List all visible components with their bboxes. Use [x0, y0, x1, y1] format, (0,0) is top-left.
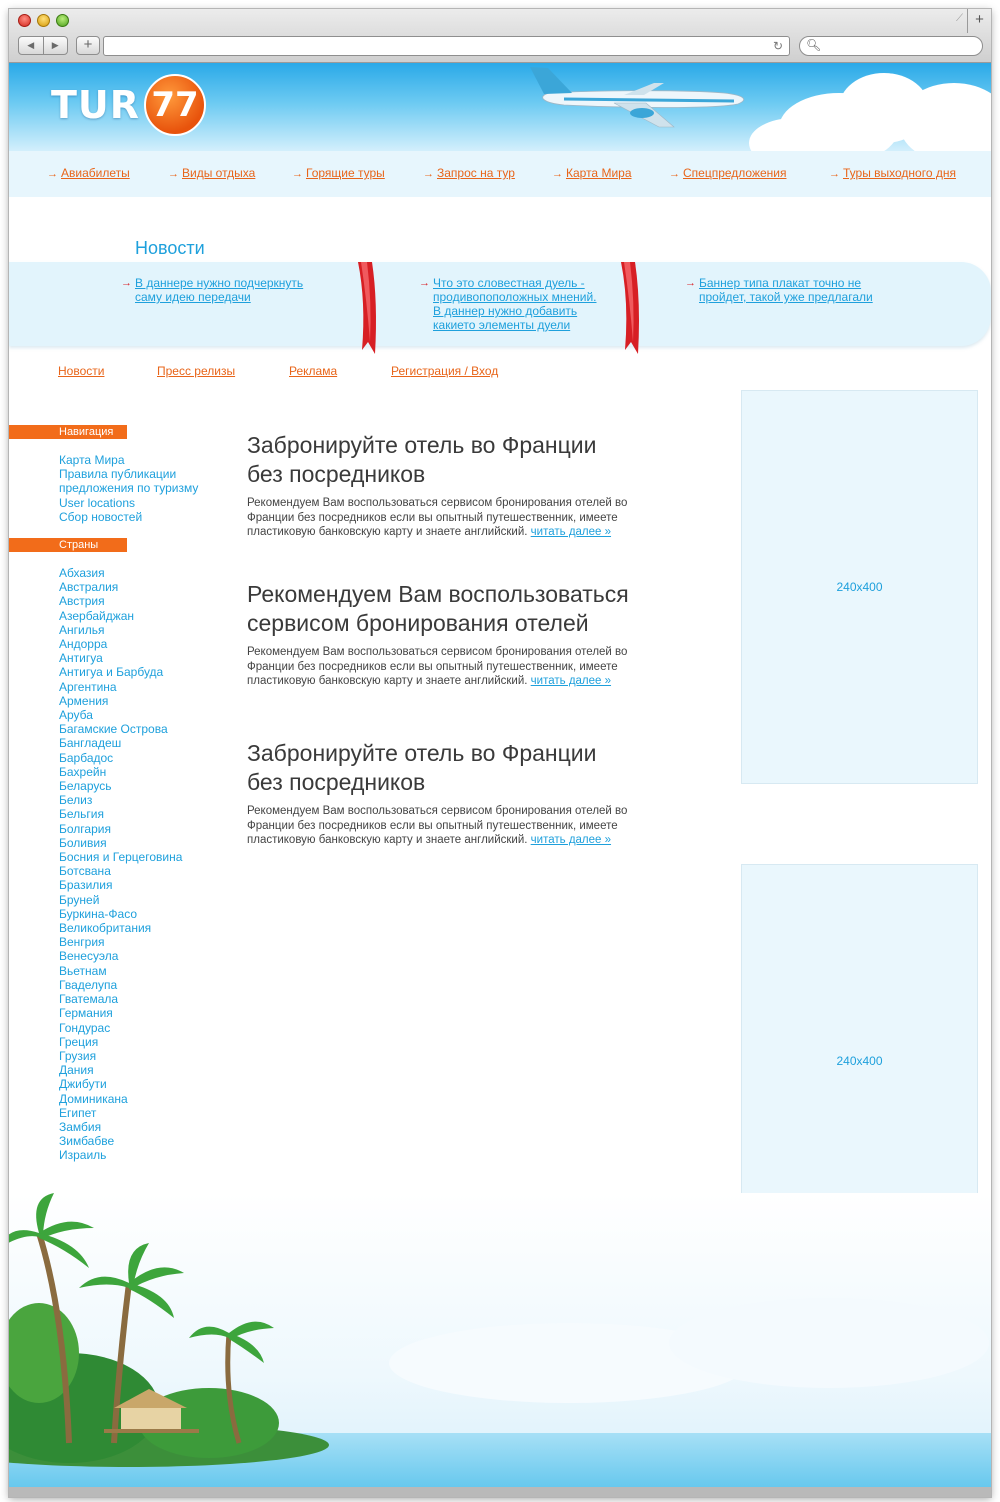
nav-item-hot-tours[interactable]: → Горящие туры: [292, 166, 385, 180]
ad-banner-placeholder[interactable]: [741, 390, 978, 784]
ribbon-divider: [621, 262, 641, 354]
zoom-window-icon[interactable]: [56, 14, 69, 27]
history-buttons: [18, 36, 68, 55]
browser-toolbar: [9, 9, 991, 63]
country-link[interactable]: Азербайджан: [59, 608, 135, 623]
country-link[interactable]: Антигуа и Барбуда: [59, 665, 164, 680]
subnav-advertising[interactable]: Реклама: [289, 364, 338, 378]
close-window-icon[interactable]: [18, 14, 31, 27]
news-item[interactable]: → Что это словестная дуель - продивопоположных мнений. В даннер нужно добавить какието элементы дуели: [419, 276, 597, 332]
arrow-icon: →: [685, 277, 696, 289]
countries-heading: Страны: [9, 538, 127, 552]
article-body: Рекомендуем Вам воспользоваться сервисом бронирования отелей во Франции без посредников если вы опытный путешественник, имеете пластиковую банковскую карту и знаете английский. читать далее »: [247, 805, 628, 846]
reload-icon[interactable]: ↻: [772, 39, 783, 53]
arrow-icon: →: [669, 168, 680, 180]
navigation-heading: Навигация: [9, 425, 127, 439]
country-link[interactable]: Бруней: [59, 892, 100, 907]
sidebar-nav-link[interactable]: предложения по туризму: [59, 481, 199, 496]
new-tab-button[interactable]: +: [967, 9, 991, 33]
country-link[interactable]: Замбия: [59, 1119, 102, 1134]
web-page: [9, 63, 991, 1497]
country-link[interactable]: Боливия: [59, 835, 107, 850]
country-link[interactable]: Доминикана: [59, 1091, 128, 1106]
country-link[interactable]: Австрия: [59, 594, 105, 609]
nav-item-weekend-tours[interactable]: → Туры выходного дня: [829, 166, 956, 180]
nav-item-special-offers[interactable]: → Спецпредложения: [669, 166, 787, 180]
arrow-icon: →: [423, 168, 434, 180]
country-link[interactable]: Вьетнам: [59, 963, 107, 978]
country-link[interactable]: Дания: [59, 1063, 94, 1078]
nav-item-avia[interactable]: → Авиабилеты: [47, 166, 130, 180]
add-bookmark-button[interactable]: +: [76, 36, 100, 55]
article-title[interactable]: Забронируйте отель во Франции без посредников: [247, 432, 597, 487]
news-title: Новости: [135, 238, 205, 258]
airplane-illustration: [524, 65, 749, 135]
arrow-icon: →: [829, 168, 840, 180]
country-link[interactable]: Венгрия: [59, 935, 105, 950]
article-body: Рекомендуем Вам воспользоваться сервисом бронирования отелей во Франции без посредников если вы опытный путешественник, имеете пластиковую банковскую карту и знаете английский. читать далее »: [247, 646, 628, 687]
article-title[interactable]: Забронируйте отель во Франции без посредников: [247, 740, 597, 795]
nav-item-world-map[interactable]: → Карта Мира: [552, 166, 632, 180]
country-link[interactable]: Греция: [59, 1034, 99, 1049]
browser-window: [9, 9, 991, 1497]
arrow-icon: →: [552, 168, 563, 180]
logo-text: TUR: [51, 83, 141, 127]
country-link[interactable]: Ангилья: [59, 622, 105, 637]
arrow-icon: →: [121, 277, 132, 289]
read-more-link[interactable]: читать далее »: [530, 526, 612, 538]
news-item[interactable]: → Баннер типа плакат точно не пройдет, такой уже предлагали: [685, 276, 873, 304]
logo-number: 77: [144, 74, 206, 136]
country-link[interactable]: Гондурас: [59, 1020, 111, 1035]
sidebar-nav-link[interactable]: Карта Мира: [59, 453, 125, 467]
news-item[interactable]: → В даннере нужно подчеркнуть саму идею передачи: [121, 276, 304, 304]
subnav-register-login[interactable]: Регистрация / Вход: [391, 364, 499, 378]
country-link[interactable]: Аруба: [59, 708, 93, 723]
site-header: [9, 63, 991, 151]
subnav-news[interactable]: Новости: [58, 364, 105, 378]
country-link[interactable]: Белиз: [59, 793, 93, 808]
country-link[interactable]: Багамские Острова: [59, 722, 168, 737]
country-link[interactable]: Бельгия: [59, 807, 104, 822]
countries-list: [59, 566, 182, 1163]
arrow-icon: →: [168, 168, 179, 180]
search-icon: 🔍︎: [806, 38, 822, 52]
country-link[interactable]: Абхазия: [59, 566, 105, 580]
country-link[interactable]: Армения: [59, 693, 109, 708]
subnav-press-releases[interactable]: Пресс релизы: [157, 364, 236, 378]
sidebar-nav-link[interactable]: Сбор новостей: [59, 509, 143, 524]
ribbon-divider: [358, 262, 378, 354]
forward-arrow-icon[interactable]: ▶: [43, 37, 68, 54]
article-title[interactable]: Рекомендуем Вам воспользоваться сервисом бронирования отелей: [247, 581, 629, 636]
ad-size-label: 240x400: [836, 580, 883, 594]
sidebar-nav-link[interactable]: User locations: [59, 495, 136, 510]
resize-grip-icon[interactable]: ⟋: [956, 13, 963, 24]
article-card: [247, 580, 677, 689]
nav-item-tour-request[interactable]: → Запрос на тур: [423, 166, 515, 180]
country-link[interactable]: Аргентина: [59, 679, 117, 694]
article-card: [247, 739, 677, 848]
back-arrow-icon[interactable]: ◀: [27, 40, 35, 50]
site-logo[interactable]: [51, 74, 206, 136]
country-link[interactable]: Бахрейн: [59, 764, 107, 779]
read-more-link[interactable]: читать далее »: [530, 834, 612, 846]
nav-item-rest-types[interactable]: → Виды отдыха: [168, 166, 256, 180]
country-link[interactable]: Ботсвана: [59, 864, 111, 879]
address-bar[interactable]: [103, 36, 790, 56]
country-link[interactable]: Бангладеш: [59, 736, 122, 751]
country-link[interactable]: Зимбабве: [59, 1134, 115, 1149]
read-more-link[interactable]: читать далее »: [530, 675, 612, 687]
country-link[interactable]: Великобритания: [59, 921, 152, 936]
country-link[interactable]: Грузия: [59, 1048, 97, 1063]
country-link[interactable]: Барбадос: [59, 750, 114, 765]
country-link[interactable]: Андорра: [59, 637, 108, 652]
ad-size-label: 240x400: [836, 1054, 883, 1068]
article-card: [247, 431, 677, 540]
search-input[interactable]: [799, 36, 983, 56]
navigation-list: [59, 453, 198, 524]
country-link[interactable]: Болгария: [59, 821, 111, 836]
country-link[interactable]: Германия: [59, 1006, 113, 1021]
country-link[interactable]: Венесуэла: [59, 949, 119, 964]
arrow-icon: →: [419, 277, 430, 289]
country-link[interactable]: Гватемала: [59, 992, 119, 1007]
country-link[interactable]: Австралия: [59, 580, 119, 595]
country-link[interactable]: Беларусь: [59, 779, 112, 794]
country-link[interactable]: Бразилия: [59, 878, 113, 893]
country-link[interactable]: Гваделупа: [59, 977, 118, 992]
arrow-icon: →: [47, 168, 58, 180]
country-link[interactable]: Антигуа: [59, 651, 103, 666]
main-navigation: [9, 151, 991, 197]
country-link[interactable]: Буркина-Фасо: [59, 906, 138, 921]
island-scenery-illustration: [9, 1193, 991, 1497]
arrow-icon: →: [292, 168, 303, 180]
country-link[interactable]: Египет: [59, 1105, 97, 1120]
minimize-window-icon[interactable]: [37, 14, 50, 27]
sidebar-nav-link[interactable]: Правила публикации: [59, 467, 177, 482]
country-link[interactable]: Израиль: [59, 1148, 107, 1163]
country-link[interactable]: Босния и Герцеговина: [59, 850, 183, 865]
country-link[interactable]: Джибути: [59, 1077, 107, 1092]
article-body: Рекомендуем Вам воспользоваться сервисом бронирования отелей во Франции без посредников если вы опытный путешественник, имеете пластиковую банковскую карту и знаете английский. читать далее »: [247, 497, 628, 538]
